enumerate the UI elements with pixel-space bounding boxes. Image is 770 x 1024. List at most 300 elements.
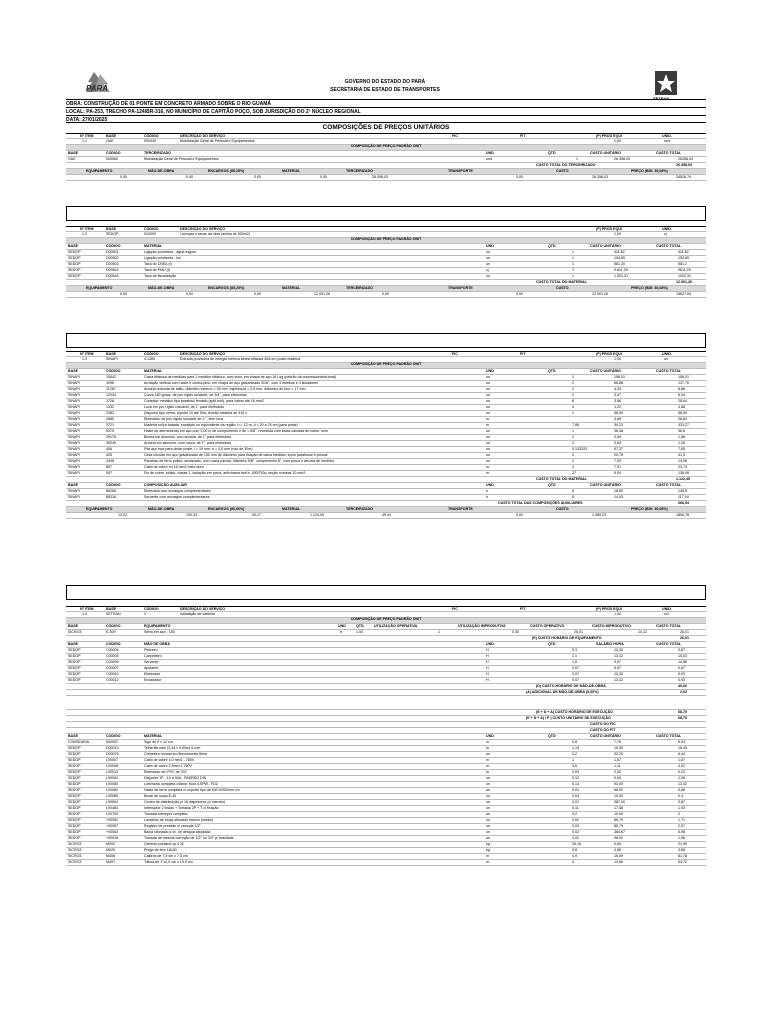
cell-und: un: [486, 274, 490, 278]
cell-und: m: [486, 471, 489, 475]
cell-total: 2: [678, 812, 680, 816]
cell-codigo: 1332: [106, 405, 114, 409]
cell-total: 41,5: [678, 453, 685, 457]
cell-und: un: [486, 788, 490, 792]
item-header-row: Nº ITEM BASE CODIGO DESCRIÇÃO DO SERVIÇO FIC FIT (P) PROD EQUI UNID.: [66, 351, 706, 357]
cell-total: 1,26: [678, 441, 685, 445]
cell-desc: Cumeeira normal em fibrocimento 6mm: [144, 752, 208, 756]
cell-qtd: 2: [572, 381, 574, 385]
cell-total: 8,86: [678, 387, 685, 391]
cell-codigo: 39249: [106, 441, 116, 445]
obra-line: OBRA: CONSTRUÇÃO DE 01 PONTE EM CONCRETO ARMADO SOBRE O RIO GUAMÁ: [66, 99, 706, 107]
section-1-3: [66, 351, 706, 519]
cell-unit: 156,01: [614, 375, 625, 379]
cell-desc: Servente com encargos complementares: [144, 495, 210, 499]
cell-base: SEDOP: [68, 250, 81, 254]
item-header-row: Nº ITEM BASE CODIGO DESCRIÇÃO DO SERVIÇO (P) PROD EQUI UNID.: [66, 226, 706, 232]
local-line: LOCAL: PA-253, TRECHO PA-124/BR-316, NO MUNICÍPIO DE CAPITÃO POÇO, SOB JURISDIÇÃO DO 2º NÚCLEO REGIONAL: [66, 107, 706, 115]
cell-total: 411,52: [678, 250, 689, 254]
cell-base: SEDOP: [68, 660, 81, 664]
cell-qtd: 1: [572, 250, 574, 254]
cell-desc: Lavatório de louça sifonado branco (médio): [144, 818, 214, 822]
cell-und: m: [486, 860, 489, 864]
cell-base: SINAPI: [68, 387, 80, 391]
cell-und: m: [486, 854, 489, 858]
summary-values-row: 0,00 0,00 0,00 12.001,26 0,00 0,00 12.001,26 15627,84: [66, 292, 706, 298]
cell-total: 5,98: [678, 830, 685, 834]
cell-salario: 13,32: [614, 672, 623, 676]
cell-qtd: 1: [572, 256, 574, 260]
mo-adic-row: (A) ADICIONAL DE MÃO-DE-OBRA (5,00%) 2,03: [66, 690, 706, 696]
cell-salario: 13,32: [614, 654, 623, 658]
cell-base: SICRO3: [68, 860, 82, 864]
fit-row: CUSTO DO FIT: [66, 728, 706, 734]
cell-desc: Ajudante: [144, 666, 159, 670]
cell-und: un: [486, 830, 490, 834]
cell-unit: 1,67: [614, 758, 621, 762]
material-rows: [66, 250, 706, 280]
cell-codigo: L00052: [106, 776, 118, 780]
cell-qtd: 8: [572, 489, 574, 493]
cell-base: SINAPI: [68, 375, 80, 379]
cell-qtd: 7,86: [572, 423, 579, 427]
item-row: 1.3 SINAPI 4.1380 Entrada provisória de energia elétrica aérea trifásica 40A em poste madeira 1,00 un: [66, 357, 706, 363]
cell-codigo: 000002: [106, 740, 118, 744]
cell-unit: 387,00: [614, 800, 625, 804]
cell-unit: 0,63: [614, 441, 621, 445]
cell-codigo: L00700: [106, 812, 118, 816]
cell-total: 6,44: [678, 752, 685, 756]
cell-und: un: [486, 752, 490, 756]
cell-base: SEDOP: [68, 752, 81, 756]
cell-codigo: C00004: [106, 648, 119, 652]
cell-codigo: 11267: [106, 387, 116, 391]
cell-base: SINAPI: [68, 465, 80, 469]
cell-unit: 194,85: [614, 256, 625, 260]
cell-desc: Prego de fero 18x30: [144, 848, 177, 852]
cell-unit: 98,00: [614, 836, 623, 840]
cell-unit: 10,00: [614, 812, 623, 816]
cell-total: 2,57: [678, 824, 685, 828]
cell-desc: Curva 180 graus, de pvc rígido soldável, de 3/4", para eletroduto: [144, 393, 247, 397]
cell-unit: 16,69: [614, 854, 623, 858]
cell-desc: Cinta circular em aço galvanizado de 150 mm de diâmetro para fixação de caixa medidor, inclui parafusos e porcas: [144, 453, 328, 457]
cell-total: 156,01: [678, 375, 689, 379]
cell-codigo: 406: [106, 447, 112, 451]
separator-box: [66, 585, 706, 600]
section-1-1: [66, 133, 706, 181]
cell-codigo: 2685: [106, 417, 114, 421]
cell-qtd: 0,14: [572, 782, 579, 786]
cell-qtd: 1: [572, 274, 574, 278]
cell-total: 1,67: [678, 758, 685, 762]
cell-qtd: 1: [572, 268, 574, 272]
col-header-row: BASE CODIGO TERCEIRIZADO UND QTD CUSTO UNITÁRIO CUSTO TOTAL: [66, 151, 706, 157]
cell-total: 149,5: [678, 489, 687, 493]
cell-base: CONSEARIA: [68, 740, 90, 744]
cell-base: SINAPI: [68, 405, 80, 409]
cell-codigo: L00085: [106, 794, 118, 798]
cell-desc: Tomada sobrepor completa: [144, 812, 188, 816]
cell-unit: 1.002,31: [614, 274, 628, 278]
cell-codigo: M092: [106, 842, 115, 846]
cell-codigo: C00006: [106, 660, 119, 664]
cell-base: SEDOP: [68, 262, 81, 266]
cell-desc: Haste de terra completa c/ suporte tipo de 5/8"x2000mm c/o: [144, 788, 240, 792]
cell-unit: 10,00: [614, 794, 623, 798]
cell-desc: Disjuntor tipo nema, tripolar 10 até 50a, tensão máxima de 415 v: [144, 411, 248, 415]
section-1-2: [66, 226, 706, 298]
cell-base: SEDOP: [68, 654, 81, 658]
secretaria-title: SECRETARIA DE ESTADO DE TRANSPORTES: [330, 87, 440, 93]
cell-desc: Madeira roliça tratada, eucalipto ou equivalente da região, h = 12 m, d = 20 a 24 cm (para poste): [144, 423, 298, 427]
table-row: OAE 000060 Mobilização Geral de Pessoal e Equipamentos und 1 26.358,03 26358,03: [66, 157, 706, 163]
cell-total: 0,4: [678, 794, 683, 798]
comp-padrao-bar: COMPOSIÇÃO DE PREÇO PADRÃO ONIT: [66, 238, 706, 244]
cell-und: un: [486, 393, 490, 397]
cell-codigo: L00080: [106, 782, 118, 786]
cell-qtd: 27: [572, 471, 576, 475]
cell-codigo: L00604: [106, 800, 118, 804]
cell-total: 14,86: [678, 660, 687, 664]
cell-unit: 15,50: [614, 746, 623, 750]
cell-desc: Bacia sifonada c/ cx. de desgua acoplada: [144, 830, 211, 834]
cell-base: SEDOP: [68, 794, 81, 798]
cell-base: SEDOP: [68, 812, 81, 816]
cell-und: un: [486, 387, 490, 391]
cell-base: SEDOP: [68, 758, 81, 762]
cell-unit: 14,63: [614, 495, 623, 499]
cell-desc: Arruela em alumínio, com rosca, de 1", para eletroduto: [144, 441, 232, 445]
total-terc-row: CUSTO TOTAL DO TERCEIRIZADO 26.358,03: [66, 163, 706, 169]
cell-total: 81,78: [678, 854, 687, 858]
cell-und: un: [486, 262, 490, 266]
cell-codigo: M407: [106, 860, 115, 864]
cell-base: SEDOP: [68, 764, 81, 768]
exec-unit-row: (E + D + A) / P ) CUSTO UNITÁRIO DE EXECUÇÃO 68,70: [66, 716, 706, 722]
cell-und: un: [486, 411, 490, 415]
cell-unit: 20,75: [614, 453, 623, 457]
summary-header-row: EQUIPAMENTO MÃO-DE-OBRA ENCARGOS (85,25%) MATERIAL TERCEIRIZADO TRANSPORTE CUSTO PREÇO (BDI: 30,08%): [66, 169, 706, 175]
equip-total-row: (E) CUSTO HORÁRIO DE EQUIPAMENTO 26,01: [66, 636, 706, 642]
cell-und: m: [486, 746, 489, 750]
cell-unit: 57,37: [614, 447, 623, 451]
cell-unit: 2,52: [614, 770, 621, 774]
cell-codigo: 425: [106, 453, 112, 457]
cell-base: SICRO3: [68, 842, 82, 846]
cell-qtd: 2: [572, 453, 574, 457]
cell-total: 28,64: [678, 399, 687, 403]
cell-codigo: 2382: [106, 411, 114, 415]
cell-codigo: M406: [106, 854, 115, 858]
cell-codigo: D00543: [106, 274, 119, 278]
comp-padrao-bar: COMPOSIÇÃO DE PREÇO PADRÃO ONIT: [66, 363, 706, 369]
cell-codigo: L00008: [106, 764, 118, 768]
cell-unit: 9.811,29: [614, 268, 628, 272]
cell-qtd: 1: [572, 375, 574, 379]
cell-total: 6,94: [678, 393, 685, 397]
cell-total: 36,6: [678, 429, 685, 433]
cell-codigo: L00013: [106, 770, 118, 774]
cell-total: 0,93: [678, 678, 685, 682]
summary-header-row: EQUIPAMENTO MÃO-DE-OBRA ENCARGOS (85,25%) MATERIAL TERCEIRIZADO TRANSPORTE CUSTO PREÇO (BDI: 30,08%): [66, 286, 706, 292]
cell-codigo: L00082: [106, 788, 118, 792]
cell-unit: 3,47: [614, 393, 621, 397]
cell-total: 433,27: [678, 423, 689, 427]
cell-total: 4,88: [678, 405, 685, 409]
cell-base: SEDOP: [68, 746, 81, 750]
cell-total: 13,02: [678, 782, 687, 786]
comp-padrao-bar: COMPOSIÇÃO DE PREÇO PADRÃO ONIT: [66, 618, 706, 624]
cell-und: H: [486, 648, 489, 652]
cell-qtd: 0,11: [572, 806, 579, 810]
cell-unit: 58,59: [614, 411, 623, 415]
cell-desc: Luminária completa c/lâmp. fluor./LSPW - FD2: [144, 782, 218, 786]
cell-qtd: 26,18: [572, 842, 581, 846]
cell-desc: Arruela redonda de latão, diâmetro externo = 34 mm, espessura = 2,5 mm, diâmetro do furo = 17 mm: [144, 387, 306, 391]
cell-unit: 4,43: [614, 387, 621, 391]
cell-desc: Taxa do CREA (t): [144, 262, 172, 266]
cell-base: SEDOP: [68, 830, 81, 834]
cell-total: 1,71: [678, 818, 685, 822]
cell-und: h: [486, 495, 488, 499]
cell-total: 3,87: [678, 648, 685, 652]
cell-desc: Tábua de 1"x2,5 cm x 15,0 cm: [144, 860, 193, 864]
cell-qtd: 3: [572, 465, 574, 469]
cell-codigo: 5379: [106, 429, 114, 433]
cell-codigo: D00010: [106, 746, 119, 750]
cell-qtd: 0,8: [572, 740, 577, 744]
cell-total: 9811,29: [678, 268, 691, 272]
cell-base: SEDOP: [68, 666, 81, 670]
cell-qtd: 4: [572, 860, 574, 864]
cell-qtd: 2: [572, 441, 574, 445]
cell-desc: Carpinteiro: [144, 654, 162, 658]
cell-total: 0,67: [678, 666, 685, 670]
cell-desc: Bucha em alumínio, com arruela, de 1" para eletroduto: [144, 435, 232, 439]
data-line: DATA: 27/01/2025: [66, 115, 706, 123]
cell-qtd: 1: [572, 758, 574, 762]
cell-codigo: 857: [106, 465, 112, 469]
cell-codigo: 907: [106, 471, 112, 475]
cell-total: 1,96: [678, 836, 685, 840]
cell-desc: Cimento portland cp ii 32: [144, 842, 184, 846]
cell-und: un: [486, 429, 490, 433]
cell-unit: 4,86: [614, 848, 621, 852]
item-row: 1.2 SEDOP 010000 Licenças e taxas da obra (acima de 500m2) 1,00 cj: [66, 232, 706, 238]
cell-qtd: 0,2: [572, 752, 577, 756]
cell-und: un: [486, 441, 490, 445]
cell-desc: Armação vertical com haste e contra-pino, em chapa de aço galvanizado 3/16", com 4 estribos e 4 isoladores: [144, 381, 319, 385]
cell-desc: Haste de aterramento em aço com 3,00 m de comprimento e dn = 5/8", revestida com baixa camada de cobre, sem: [144, 429, 328, 433]
cell-und: un: [486, 435, 490, 439]
cell-base: SEDOP: [68, 776, 81, 780]
cell-qtd: 8: [572, 495, 574, 499]
cell-qtd: 2: [572, 387, 574, 391]
gov-title: GOVERNO DO ESTADO DO PARÁ: [344, 79, 426, 85]
cell-qtd: 0,03: [572, 824, 579, 828]
cell-desc: Eletricista com encargos complementares: [144, 489, 211, 493]
cell-und: m: [486, 465, 489, 469]
cell-total: 137,76: [678, 381, 689, 385]
cell-und: un: [486, 256, 490, 260]
cell-unit: 1,22: [614, 405, 621, 409]
cell-base: SEDOP: [68, 678, 81, 682]
cell-unit: 7,03: [614, 459, 621, 463]
cell-codigo: C00011: [106, 678, 119, 682]
cell-total: 15,03: [678, 654, 687, 658]
cell-codigo: 3721: [106, 423, 114, 427]
cell-und: un: [486, 794, 490, 798]
cell-base: SEDOP: [68, 806, 81, 810]
cell-desc: Eletricista: [144, 672, 160, 676]
cell-und: un: [486, 818, 490, 822]
cell-qtd: 1: [572, 429, 574, 433]
cell-unit: 54,23: [614, 423, 623, 427]
cell-und: un: [486, 806, 490, 810]
cell-desc: Luva em pvc rígido roscável, de 1" para eletroduto: [144, 405, 225, 409]
cell-unit: 7,91: [614, 465, 621, 469]
cell-unit: 32,20: [614, 752, 623, 756]
cell-base: SINAPI: [68, 417, 80, 421]
cell-total: 6,03: [678, 740, 685, 744]
composicoes-title: COMPOSIÇÕES DE PREÇOS UNITÁRIOS: [322, 124, 450, 131]
cell-base: SINAPI: [68, 411, 80, 415]
cell-codigo: D00076: [106, 752, 119, 756]
aux-header-row: BASE CODIGO COMPOSIÇÃO AUXILIAR UND QTD CUSTO UNITÁRIO CUSTO TOTAL: [66, 483, 706, 489]
cell-und: un: [486, 381, 490, 385]
mat-rows: [66, 740, 706, 866]
spacer-row: [66, 696, 706, 710]
cell-total: 54,72: [678, 860, 687, 864]
setran-logo-text: SETRAN: [653, 96, 670, 101]
cell-desc: Fio de cobre, sólido, classe 1, isolação em pvc/a, antichama bwf-b, 450/750v, seção nominal 10 mm2: [144, 471, 306, 475]
cell-codigo: +00052: [106, 818, 119, 822]
cell-unit: 17,58: [614, 806, 623, 810]
cell-base: SEDOP: [68, 782, 81, 786]
cell-unit: 68,00: [614, 788, 623, 792]
cell-salario: 13,32: [614, 678, 623, 682]
cell-qtd: 0,01: [572, 800, 579, 804]
cell-base: SINAPI: [68, 447, 80, 451]
cell-desc: Cabo de cobre nu 16 mm2 meio-duro: [144, 465, 204, 469]
cell-qtd: 2: [572, 435, 574, 439]
cell-qtd: 0,09: [572, 770, 579, 774]
cell-und: un: [486, 824, 490, 828]
cell-desc: Eletroduto de pvc rígido roscável de 1 ", sem luva: [144, 417, 223, 421]
cell-base: SEDOP: [68, 274, 81, 278]
cell-und: un: [486, 836, 490, 840]
cell-base: SEDOP: [68, 256, 81, 260]
cell-total: 18,45: [678, 746, 687, 750]
cell-desc: Fita aço inox para cintar poste, l = 19 mm, e = 0,5 mm (rolo de 30m): [144, 447, 253, 451]
col-header-row: BASE CODIGO MATERIAL UND QTD CUSTO UNITÁRIO CUSTO TOTAL: [66, 369, 706, 375]
cell-und: un: [486, 776, 490, 780]
para-logo-text: PARÁ: [86, 84, 109, 93]
equip-header-row: BASE CODIGO EQUIPAMENTO UND QTD UTILIZAÇÃO OPERATIVA UTILIZAÇÃO IMPRODUTIVA CUSTO OPERATIVO CUSTO IMPRODUTIVO CUSTO TOTAL: [66, 624, 706, 630]
cell-desc: Cabo de cobre 2,5mm 2 750V: [144, 764, 192, 768]
cell-codigo: 39176: [106, 435, 116, 439]
cell-unit: 85,79: [614, 824, 623, 828]
cell-base: SINAPI: [68, 489, 80, 493]
mo-header-row: BASE CODIGO MÃO DE OBRA UND QTD SALÁRIO HORA CUSTO TOTAL: [66, 642, 706, 648]
cell-desc: Taxa de fiscalização: [144, 274, 177, 278]
separator-box: [66, 333, 706, 348]
cell-base: SEDOP: [68, 648, 81, 652]
cell-und: un: [486, 250, 490, 254]
cell-base: SICRO3: [68, 854, 82, 858]
cell-codigo: 10642: [106, 375, 116, 379]
item-row: 1.4 SETRAN 2 Instalação de canteiro 1,00 m2: [66, 612, 706, 618]
cell-codigo: 1728: [106, 399, 114, 403]
cell-total: 58,59: [678, 411, 687, 415]
cell-salario: 13,32: [614, 648, 623, 652]
cell-base: SEDOP: [68, 824, 81, 828]
cell-qtd: 1: [572, 411, 574, 415]
cell-und: H: [486, 678, 489, 682]
cell-qtd: 0,01: [572, 788, 579, 792]
cell-desc: Servente: [144, 660, 159, 664]
cell-qtd: 1,19: [572, 746, 579, 750]
cell-codigo: C00005: [106, 654, 119, 658]
summary-values-row: 13,22 100,33 50,27 1.124,09 49,44 0,00 1.389,23 1806,78: [66, 513, 706, 519]
cell-desc: Caixa trifásica de medidas para 1 medidor trifásico, com visor, em chapa de aço 18 Lsg (padrão da concessionária local): [144, 375, 337, 379]
aux-rows: [66, 489, 706, 501]
cell-und: kg: [486, 848, 490, 852]
cell-und: h: [486, 489, 488, 493]
cell-base: SINAPI: [68, 459, 80, 463]
cell-und: m: [486, 764, 489, 768]
cell-desc: Interruptor 2 teclas + Tomada 2P + T c/ fixação: [144, 806, 219, 810]
cell-qtd: 1,6: [572, 660, 577, 664]
cell-base: SICRO3: [68, 848, 82, 852]
fic-row: CUSTO DO FIC: [66, 722, 706, 728]
cell-unit: 0,84: [614, 842, 621, 846]
cell-unit: 411,52: [614, 250, 625, 254]
cell-total: 0,93: [678, 672, 685, 676]
cell-total: 4,02: [678, 764, 685, 768]
cell-qtd: 0,02: [572, 830, 579, 834]
cell-unit: 18,69: [614, 489, 623, 493]
cell-unit: 9,00: [614, 776, 621, 780]
cell-qtd: 4: [572, 405, 574, 409]
total-aux-row: CUSTO TOTAL DAS COMPOSIÇÕES AUXILIARES 266,54: [66, 501, 706, 507]
cell-desc: Centro de distribuição p/ 16 disjuntores (c/ barram): [144, 800, 225, 804]
cell-base: SEDOP: [68, 788, 81, 792]
cell-und: kg: [486, 842, 490, 846]
cell-codigo: 12034: [106, 393, 116, 397]
cell-unit: 0,94: [614, 435, 621, 439]
cell-qtd: 2: [572, 393, 574, 397]
cell-desc: Cabo de cobre 4.0 mm2 - 750V: [144, 758, 195, 762]
cell-und: m: [486, 423, 489, 427]
cell-und: H: [486, 654, 489, 658]
item-row: 1.1 OAE 000040 Mobilização Geral de Pessoal e Equipamentos 1,00 und: [66, 139, 706, 145]
cell-und: H: [486, 672, 489, 676]
item-header-row: Nº ITEM BASE CODIGO DESCRIÇÃO DO SERVIÇO FIC FIT (P) PROD EQUI UNID.: [66, 606, 706, 612]
cell-total: 14,06: [678, 459, 687, 463]
cell-total: 1,93: [678, 806, 685, 810]
cell-qtd: 0,3: [572, 648, 577, 652]
cell-base: SEDOP: [68, 836, 81, 840]
cell-und: un: [486, 375, 490, 379]
comp-padrao-bar: COMPOSIÇÃO DE PREÇO PADRÃO ONIT: [66, 145, 706, 151]
cell-qtd: 4,9: [572, 854, 577, 858]
cell-unit: 581,20: [614, 262, 625, 266]
cell-codigo: D00542: [106, 268, 119, 272]
cell-desc: Bocal de louça E-40: [144, 794, 177, 798]
cell-total: 1,08: [678, 776, 685, 780]
